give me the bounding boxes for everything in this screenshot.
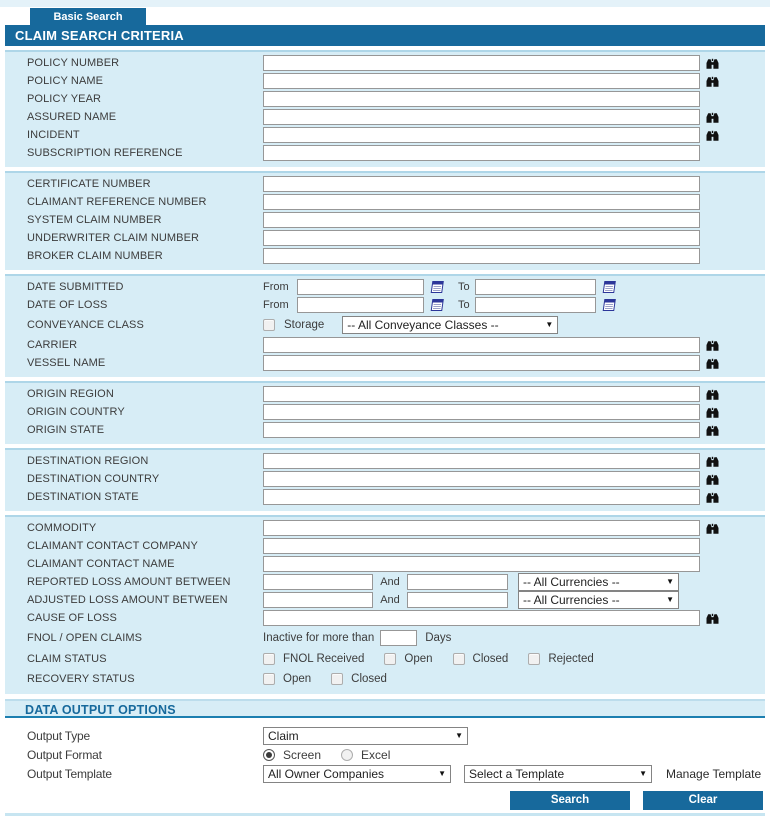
binoculars-icon[interactable]	[706, 474, 719, 485]
field-row-claimant-reference-number	[5, 193, 765, 211]
field-row-claim-status	[5, 649, 765, 669]
adjusted-loss-currency-select[interactable]	[518, 591, 679, 609]
date-of-loss-from-input[interactable]	[297, 297, 424, 313]
checkbox-label: Closed	[351, 673, 387, 685]
inactive-prefix-label: Inactive for more than	[263, 632, 375, 644]
calendar-icon[interactable]	[429, 280, 444, 294]
field-label: DESTINATION REGION	[27, 455, 149, 467]
date-submitted-from-input[interactable]	[297, 279, 424, 295]
field-row-carrier	[5, 336, 765, 354]
field-label: ORIGIN STATE	[27, 424, 105, 436]
incident-input[interactable]	[263, 127, 700, 143]
claim-status-fnol-received-option	[263, 653, 364, 665]
claim-search-page	[5, 7, 765, 816]
field-label: CLAIM STATUS	[27, 653, 107, 665]
radio-label: Excel	[361, 747, 391, 762]
field-row-assured-name	[5, 108, 765, 126]
calendar-icon[interactable]	[601, 280, 616, 294]
binoculars-icon[interactable]	[706, 407, 719, 418]
field-row-reported-loss-amount	[5, 573, 765, 591]
field-label: INCIDENT	[27, 129, 80, 141]
field-label: CAUSE OF LOSS	[27, 612, 117, 624]
from-label: From	[263, 299, 289, 311]
destination-region-input[interactable]	[263, 453, 700, 469]
field-label: COMMODITY	[27, 522, 97, 534]
policy-name-input[interactable]	[263, 73, 700, 89]
chevron-down-icon: ▼	[666, 577, 674, 586]
field-label: REPORTED LOSS AMOUNT BETWEEN	[27, 576, 231, 588]
field-label: POLICY NUMBER	[27, 57, 120, 69]
claim-status-rejected-option	[528, 653, 593, 665]
field-label: DATE SUBMITTED	[27, 281, 124, 293]
binoculars-icon[interactable]	[706, 389, 719, 400]
clear-button[interactable]: Clear	[643, 791, 763, 810]
binoculars-icon[interactable]	[706, 76, 719, 87]
field-row-incident	[5, 126, 765, 144]
date-of-loss-to-input[interactable]	[475, 297, 596, 313]
select-value: Select a Template	[469, 766, 565, 781]
subscription-reference-input[interactable]	[263, 145, 700, 161]
tab-basic-search[interactable]: Basic Search	[30, 8, 146, 26]
radio-label: Screen	[283, 747, 322, 762]
checkbox-label: FNOL Received	[283, 653, 365, 665]
field-label: VESSEL NAME	[27, 357, 106, 369]
from-label: From	[263, 281, 289, 293]
to-label: To	[458, 299, 470, 311]
data-output-options-header: DATA OUTPUT OPTIONS	[5, 699, 765, 718]
claim-open-checkbox[interactable]	[384, 653, 396, 665]
binoculars-icon[interactable]	[706, 358, 719, 369]
origin-region-input[interactable]	[263, 386, 700, 402]
output-type-select[interactable]	[263, 727, 468, 745]
claim-search-criteria-header: CLAIM SEARCH CRITERIA	[5, 25, 765, 46]
excel-radio[interactable]	[341, 749, 353, 761]
field-label: CERTIFICATE NUMBER	[27, 178, 151, 190]
chevron-down-icon: ▼	[639, 768, 647, 778]
field-row-output-template	[5, 764, 765, 783]
field-label: SYSTEM CLAIM NUMBER	[27, 214, 162, 226]
date-submitted-to-input[interactable]	[475, 279, 596, 295]
vessel-name-input[interactable]	[263, 355, 700, 371]
section-origin	[5, 381, 765, 444]
system-claim-number-input[interactable]	[263, 212, 700, 228]
commodity-input[interactable]	[263, 520, 700, 536]
select-value: -- All Currencies --	[523, 575, 620, 589]
field-row-output-format	[5, 745, 765, 764]
binoculars-icon[interactable]	[706, 613, 719, 624]
field-row-recovery-status	[5, 669, 765, 689]
select-value: -- All Conveyance Classes --	[347, 318, 499, 332]
field-row-broker-claim-number	[5, 247, 765, 265]
destination-state-input[interactable]	[263, 489, 700, 505]
field-row-claimant-contact-name	[5, 555, 765, 573]
claimant-contact-name-input[interactable]	[263, 556, 700, 572]
owner-company-select[interactable]	[263, 765, 451, 783]
field-row-policy-name	[5, 72, 765, 90]
field-label: FNOL / OPEN CLAIMS	[27, 632, 143, 644]
binoculars-icon[interactable]	[706, 58, 719, 69]
field-label: POLICY YEAR	[27, 93, 102, 105]
binoculars-icon[interactable]	[706, 425, 719, 436]
checkbox-label: Rejected	[548, 653, 594, 665]
field-row-conveyance-class	[5, 314, 765, 336]
adjusted-loss-max-input[interactable]	[407, 592, 508, 608]
claim-closed-checkbox[interactable]	[453, 653, 465, 665]
carrier-input[interactable]	[263, 337, 700, 353]
field-label: ORIGIN COUNTRY	[27, 406, 125, 418]
recovery-open-checkbox[interactable]	[263, 673, 275, 685]
field-label: DATE OF LOSS	[27, 299, 108, 311]
chevron-down-icon: ▼	[438, 768, 446, 778]
section-claim-numbers	[5, 171, 765, 270]
field-row-certificate-number	[5, 175, 765, 193]
section-commodity-status	[5, 515, 765, 694]
select-value: -- All Currencies --	[523, 593, 620, 607]
adjusted-loss-min-input[interactable]	[263, 592, 373, 608]
broker-claim-number-input[interactable]	[263, 248, 700, 264]
field-row-origin-country	[5, 403, 765, 421]
policy-number-input[interactable]	[263, 55, 700, 71]
select-value: All Owner Companies	[268, 766, 385, 781]
field-row-destination-country	[5, 470, 765, 488]
chevron-down-icon: ▼	[455, 730, 463, 740]
field-label: ASSURED NAME	[27, 111, 117, 123]
field-row-destination-state	[5, 488, 765, 506]
field-label: UNDERWRITER CLAIM NUMBER	[27, 232, 200, 244]
field-label: CLAIMANT REFERENCE NUMBER	[27, 196, 207, 208]
field-label: Output Format	[27, 747, 102, 762]
field-label: DESTINATION COUNTRY	[27, 473, 160, 485]
section-policy	[5, 50, 765, 167]
checkbox-label: Open	[283, 673, 312, 685]
field-label: Output Template	[27, 766, 112, 781]
field-row-policy-year	[5, 90, 765, 108]
field-row-cause-of-loss	[5, 609, 765, 627]
storage-label: Storage	[284, 319, 325, 331]
field-label: DESTINATION STATE	[27, 491, 139, 503]
field-label: ADJUSTED LOSS AMOUNT BETWEEN	[27, 594, 228, 606]
binoculars-icon[interactable]	[706, 523, 719, 534]
reported-loss-currency-select[interactable]	[518, 573, 679, 591]
field-label: BROKER CLAIM NUMBER	[27, 250, 163, 262]
inactive-days-input[interactable]	[380, 630, 417, 646]
data-output-options-body	[5, 718, 765, 810]
recovery-status-closed-option	[331, 673, 387, 685]
cause-of-loss-input[interactable]	[263, 610, 700, 626]
binoculars-icon[interactable]	[706, 112, 719, 123]
screen-radio[interactable]	[263, 749, 275, 761]
recovery-status-open-option	[263, 673, 311, 685]
field-row-output-type	[5, 726, 765, 745]
origin-country-input[interactable]	[263, 404, 700, 420]
claimant-contact-company-input[interactable]	[263, 538, 700, 554]
policy-year-input[interactable]	[263, 91, 700, 107]
template-select[interactable]	[464, 765, 652, 783]
binoculars-icon[interactable]	[706, 456, 719, 467]
top-border-strip	[0, 0, 770, 7]
binoculars-icon[interactable]	[706, 340, 719, 351]
manage-template-link[interactable]: Manage Template	[666, 766, 762, 781]
field-row-date-of-loss	[5, 296, 765, 314]
claim-status-closed-option	[453, 653, 509, 665]
field-row-vessel-name	[5, 354, 765, 372]
conveyance-class-select[interactable]	[342, 316, 558, 334]
recovery-closed-checkbox[interactable]	[331, 673, 343, 685]
section-destination	[5, 448, 765, 511]
output-format-screen-option	[263, 748, 321, 762]
calendar-icon[interactable]	[429, 298, 444, 312]
assured-name-input[interactable]	[263, 109, 700, 125]
field-label: CONVEYANCE CLASS	[27, 319, 144, 331]
field-row-underwriter-claim-number	[5, 229, 765, 247]
calendar-icon[interactable]	[601, 298, 616, 312]
output-format-excel-option	[341, 748, 390, 762]
section-dates-conveyance	[5, 274, 765, 377]
reported-loss-min-input[interactable]	[263, 574, 373, 590]
days-label: Days	[425, 632, 452, 644]
field-row-date-submitted	[5, 278, 765, 296]
claim-rejected-checkbox[interactable]	[528, 653, 540, 665]
field-row-policy-number	[5, 54, 765, 72]
and-label: And	[380, 576, 400, 588]
certificate-number-input[interactable]	[263, 176, 700, 192]
field-row-subscription-reference	[5, 144, 765, 162]
field-row-claimant-contact-company	[5, 537, 765, 555]
binoculars-icon[interactable]	[706, 130, 719, 141]
checkbox-label: Closed	[472, 653, 509, 665]
field-row-fnol-open-claims	[5, 627, 765, 649]
and-label: And	[380, 594, 400, 606]
reported-loss-max-input[interactable]	[407, 574, 508, 590]
field-label: Output Type	[27, 728, 90, 743]
field-label: CARRIER	[27, 339, 78, 351]
binoculars-icon[interactable]	[706, 492, 719, 503]
field-row-commodity	[5, 519, 765, 537]
field-row-origin-region	[5, 385, 765, 403]
action-button-row	[5, 791, 765, 810]
field-label: SUBSCRIPTION REFERENCE	[27, 147, 183, 159]
field-label: RECOVERY STATUS	[27, 673, 135, 685]
destination-country-input[interactable]	[263, 471, 700, 487]
chevron-down-icon: ▼	[545, 320, 554, 329]
search-button[interactable]: Search	[510, 791, 630, 810]
field-row-adjusted-loss-amount	[5, 591, 765, 609]
origin-state-input[interactable]	[263, 422, 700, 438]
claimant-reference-number-input[interactable]	[263, 194, 700, 210]
to-label: To	[458, 281, 470, 293]
checkbox-label: Open	[404, 653, 433, 665]
fnol-received-checkbox[interactable]	[263, 653, 275, 665]
field-row-origin-state	[5, 421, 765, 439]
field-row-system-claim-number	[5, 211, 765, 229]
tab-row	[5, 7, 765, 25]
field-row-destination-region	[5, 452, 765, 470]
underwriter-claim-number-input[interactable]	[263, 230, 700, 246]
field-label: CLAIMANT CONTACT COMPANY	[27, 540, 198, 552]
chevron-down-icon: ▼	[666, 595, 674, 604]
field-label: ORIGIN REGION	[27, 388, 114, 400]
field-label: CLAIMANT CONTACT NAME	[27, 558, 175, 570]
claim-status-open-option	[384, 653, 432, 665]
storage-checkbox[interactable]	[263, 319, 275, 331]
select-value: Claim	[268, 728, 299, 743]
field-label: POLICY NAME	[27, 75, 104, 87]
